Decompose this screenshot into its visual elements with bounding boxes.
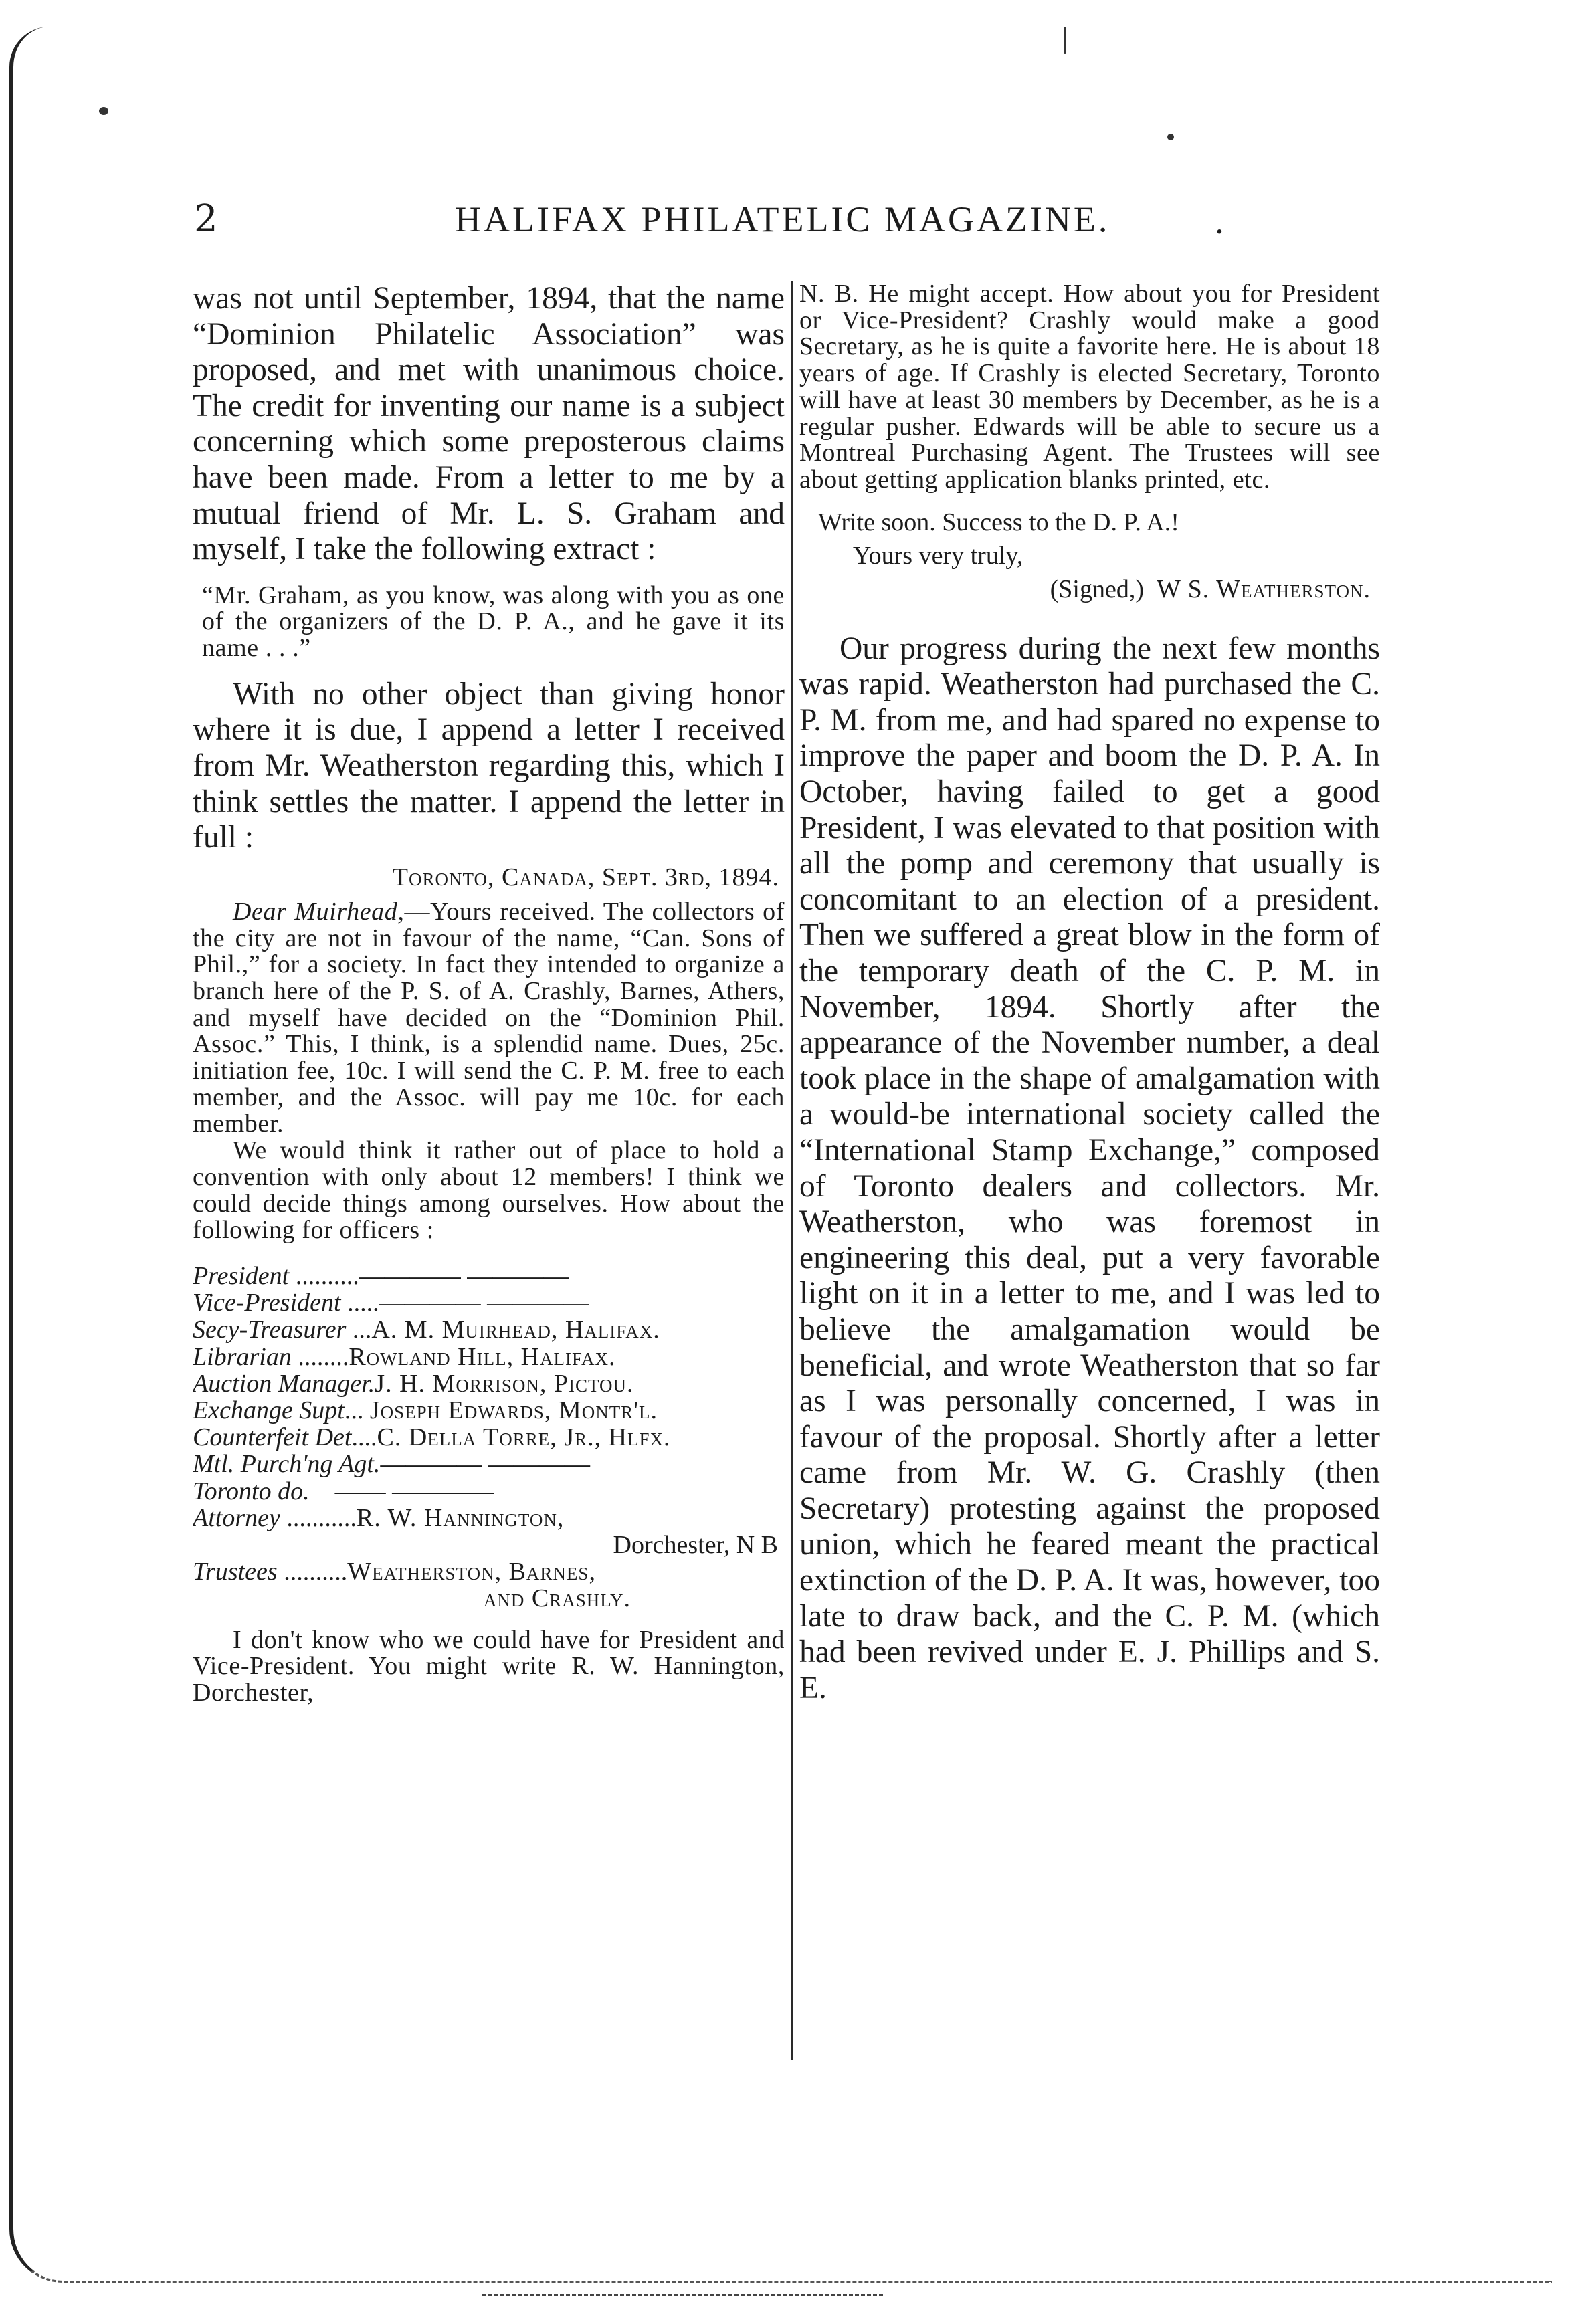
signature-name: W S. Weatherston.: [1156, 574, 1371, 603]
running-title: HALIFAX PHILATELIC MAGAZINE.: [455, 199, 1110, 239]
running-header: [194, 197, 1418, 257]
quoted-extract: “Mr. Graham, as you know, was along with you as one of the organizers of the D. P. A., and he gave it its name . . .”: [202, 580, 785, 663]
officer-row: Exchange Supt... Joseph Edwards, Montr'l.: [193, 1396, 658, 1424]
page-footer-mark: [482, 2294, 883, 2301]
letter-salutation: Dear Muirhead,: [233, 897, 405, 926]
officer-row: Auction Manager.J. H. Morrison, Pictou.: [193, 1369, 634, 1398]
left-column: [193, 281, 785, 2073]
letter-paragraph: [193, 899, 785, 1138]
right-column: [799, 281, 1380, 2073]
letter-dateline: Toronto, Canada, Sept. 3rd, 1894.: [392, 863, 779, 891]
header-mark: .: [1214, 203, 1225, 241]
letter-closing-line: Write soon. Success to the D. P. A.!: [818, 508, 1179, 536]
officer-row: Counterfeit Det....C. Della Torre, Jr., Hlfx.: [193, 1423, 671, 1452]
page-number: 2: [194, 197, 218, 241]
letter-text: —Yours received. The collectors of the city are not in favour of the name, “Can. Sons of Phil.,” for a society. In fact they intended to organize a branch here of the P. S. of A. Crashly, Barnes, Athers, and myself have decided on the “Dominion Phil. Assoc.” This, I think, is a splendid name. Dues, 25c. initiation fee, 10c. I will send the C. P. M. free to each member, and the Assoc. will pay me 10c. for each member.: [193, 897, 785, 1138]
officer-row-continuation: and Crashly.: [483, 1584, 631, 1613]
letter-valediction: Yours very truly,: [853, 541, 1023, 570]
officer-row: Toronto do. —— ————: [193, 1477, 494, 1505]
officer-row: Trustees ..........Weatherston, Barnes,: [193, 1558, 596, 1586]
officer-row: President ..........———— ————: [193, 1261, 569, 1290]
letter-signature: [799, 572, 1380, 606]
ink-speck: [1064, 27, 1066, 54]
officer-row: Mtl. Purch'ng Agt.———— ————: [193, 1450, 590, 1479]
body-paragraph: Our progress during the next few months was rapid. Weatherston had purchased the C. P. M. from me, and had spared no expense to improve the paper and boom the D. P. A. In October, having failed to get a good President, I was elevated to that position with all the pomp and ceremony that usually is concomitant to an election of a president. Then we suffered a great blow in the form of the temporary death of the C. P. M. in November, 1894. Shortly after the appearance of the November number, a deal took place in the shape of amalgamation with a would-be international society called the “International Stamp Exchange,” composed of Toronto dealers and collectors. Mr. Weatherston, who was foremost in engineering this deal, put a very favorable light on it in a letter to me, and I was led to believe the amalgamation would be beneficial, and wrote Weatherston that so far as I was personally concerned, I was in favour of the proposal. Shortly after a letter came from Mr. W. G. Crashly (then Secretary) protesting against the proposed union, which he feared meant the practical extinction of the D. P. A. It was, however, too late to draw back, and the C. P. M. (which had been revived under E. J. Phillips and S. E.: [799, 631, 1380, 1705]
officer-row-continuation: Dorchester, N B: [613, 1531, 778, 1559]
column-divider: [791, 281, 793, 2060]
officer-row: Vice-President .....———— ————: [193, 1289, 589, 1317]
officer-row: Attorney ...........R. W. Hannington,: [193, 1503, 565, 1532]
ink-speck: [99, 107, 108, 115]
letter-paragraph: We would think it rather out of place to hold a convention with only about 12 members! I think we could decide things among ourselves. How about the following for officers :: [193, 1136, 785, 1245]
body-paragraph: was not until September, 1894, that the name “Dominion Philatelic Association” was proposed, and met with unanimous choice. The credit for inventing our name is a subject concerning which some preposterous claims have been made. From a letter to me by a mutual friend of Mr. L. S. Graham and myself, I take the following extract :: [193, 281, 785, 567]
signed-label: (Signed,): [1050, 574, 1144, 603]
letter-paragraph: I don't know who we could have for President and Vice-President. You might write R. W. Hannington, Dorchester,: [193, 1625, 785, 1707]
officer-row: Librarian ........Rowland Hill, Halifax.: [193, 1342, 616, 1371]
officer-row: Secy-Treasurer ...A. M. Muirhead, Halifax.: [193, 1315, 660, 1344]
letter-paragraph: N. B. He might accept. How about you for President or Vice-President? Crashly would make a good Secretary, as he is quite a favorite here. He is about 18 years of age. If Crashly is elected Secretary, Toronto will have at least 30 members by December, as he is a regular pusher. Edwards will be able to secure us a Montreal Purchasing Agent. The Trustees will see about getting application blanks printed, etc.: [799, 281, 1380, 494]
officer-list: [193, 1263, 785, 1612]
ink-speck: [1167, 134, 1174, 140]
body-paragraph: With no other object than giving honor where it is due, I append a letter I received from Mr. Weatherston regarding this, which I think settles the matter. I append the letter in full :: [193, 676, 785, 855]
